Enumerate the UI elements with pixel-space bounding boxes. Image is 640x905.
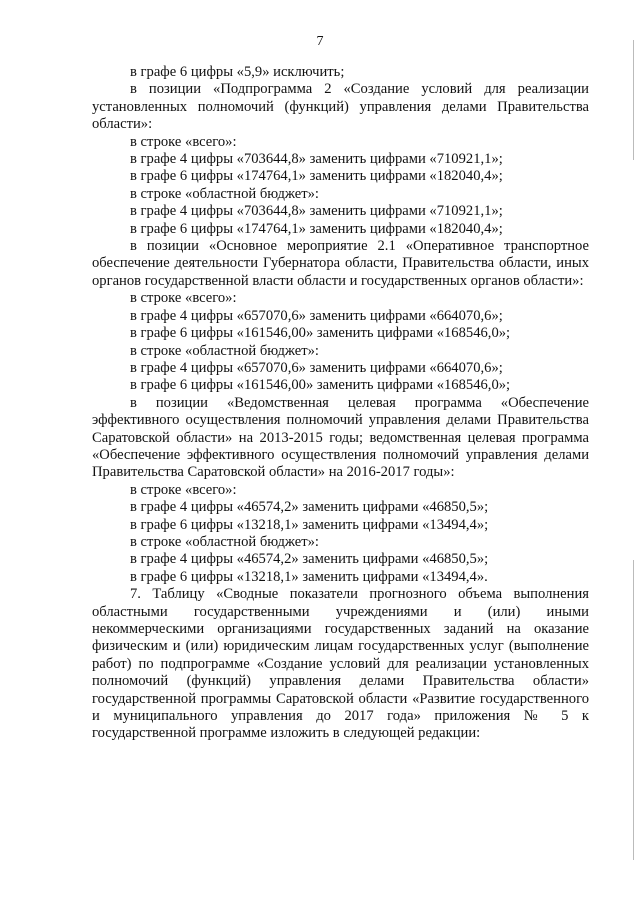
paragraph: в позиции «Основное мероприятие 2.1 «Оперативное транспортное обеспечение деятельности Губернатора области, Правительства области, иных органов государственной власти области и государственных органов области»: bbox=[92, 238, 589, 289]
paragraph: в графе 6 цифры «161546,00» заменить цифрами «168546,0»; bbox=[130, 325, 511, 342]
paragraph: в графе 4 цифры «703644,8» заменить цифрами «710921,1»; bbox=[130, 151, 503, 168]
paragraph: 7. Таблицу «Сводные показатели прогнозного объема выполнения областными государственными учреждениями и (или) иными некоммерческими организациями государственных заданий на оказание физическим и (или) юридическим лицам государственных услуг (выполнение работ) по подпрограмме «Создание условий для реализации установленных полномочий (функций) управления делами Правительства области» государственной программы Саратовской области «Развитие государственного и муниципального управления до 2017 года» приложения № 5 к государственной программе изложить в следующей редакции: bbox=[92, 586, 589, 742]
scan-edge-line bbox=[633, 560, 634, 860]
paragraph: в позиции «Подпрограмма 2 «Создание условий для реализации установленных полномочий (функций) управления делами Правительства области»: bbox=[92, 81, 589, 133]
paragraph: в графе 6 цифры «174764,1» заменить цифрами «182040,4»; bbox=[130, 220, 503, 237]
paragraph: в строке «всего»: bbox=[130, 481, 237, 498]
paragraph: в позиции «Ведомственная целевая программа «Обеспечение эффективного осуществления полномочий управления делами Правительства Саратовской области» на 2013-2015 годы; ведомственная целевая программа «Обеспечение эффективного осуществления полномочий управления делами Правительства Саратовской области» на 2016-2017 годы»: bbox=[92, 394, 589, 481]
paragraph: в графе 6 цифры «161546,00» заменить цифрами «168546,0»; bbox=[130, 377, 511, 394]
paragraph: в строке «областной бюджет»: bbox=[130, 342, 319, 359]
paragraph: в графе 4 цифры «703644,8» заменить цифрами «710921,1»; bbox=[130, 203, 503, 220]
paragraph: в графе 6 цифры «5,9» исключить; bbox=[130, 64, 345, 80]
page-number: 7 bbox=[316, 34, 324, 49]
paragraph: в графе 6 цифры «174764,1» заменить цифрами «182040,4»; bbox=[130, 168, 503, 185]
paragraph: в графе 4 цифры «46574,2» заменить цифрами «46850,5»; bbox=[130, 499, 489, 516]
paragraph: в графе 6 цифры «13218,1» заменить цифрами «13494,4». bbox=[130, 568, 488, 585]
paragraph: в графе 6 цифры «13218,1» заменить цифрами «13494,4»; bbox=[130, 516, 489, 533]
scan-edge-line bbox=[633, 40, 634, 160]
document-body bbox=[92, 64, 589, 743]
paragraph: в графе 4 цифры «46574,2» заменить цифрами «46850,5»; bbox=[130, 551, 489, 568]
paragraph: в строке «областной бюджет»: bbox=[130, 533, 319, 550]
paragraph: в строке «областной бюджет»: bbox=[130, 185, 319, 202]
paragraph: в графе 4 цифры «657070,6» заменить цифрами «664070,6»; bbox=[130, 359, 503, 376]
paragraph: в графе 4 цифры «657070,6» заменить цифрами «664070,6»; bbox=[130, 307, 503, 324]
paragraph: в строке «всего»: bbox=[130, 290, 237, 307]
paragraph: в строке «всего»: bbox=[130, 133, 237, 150]
